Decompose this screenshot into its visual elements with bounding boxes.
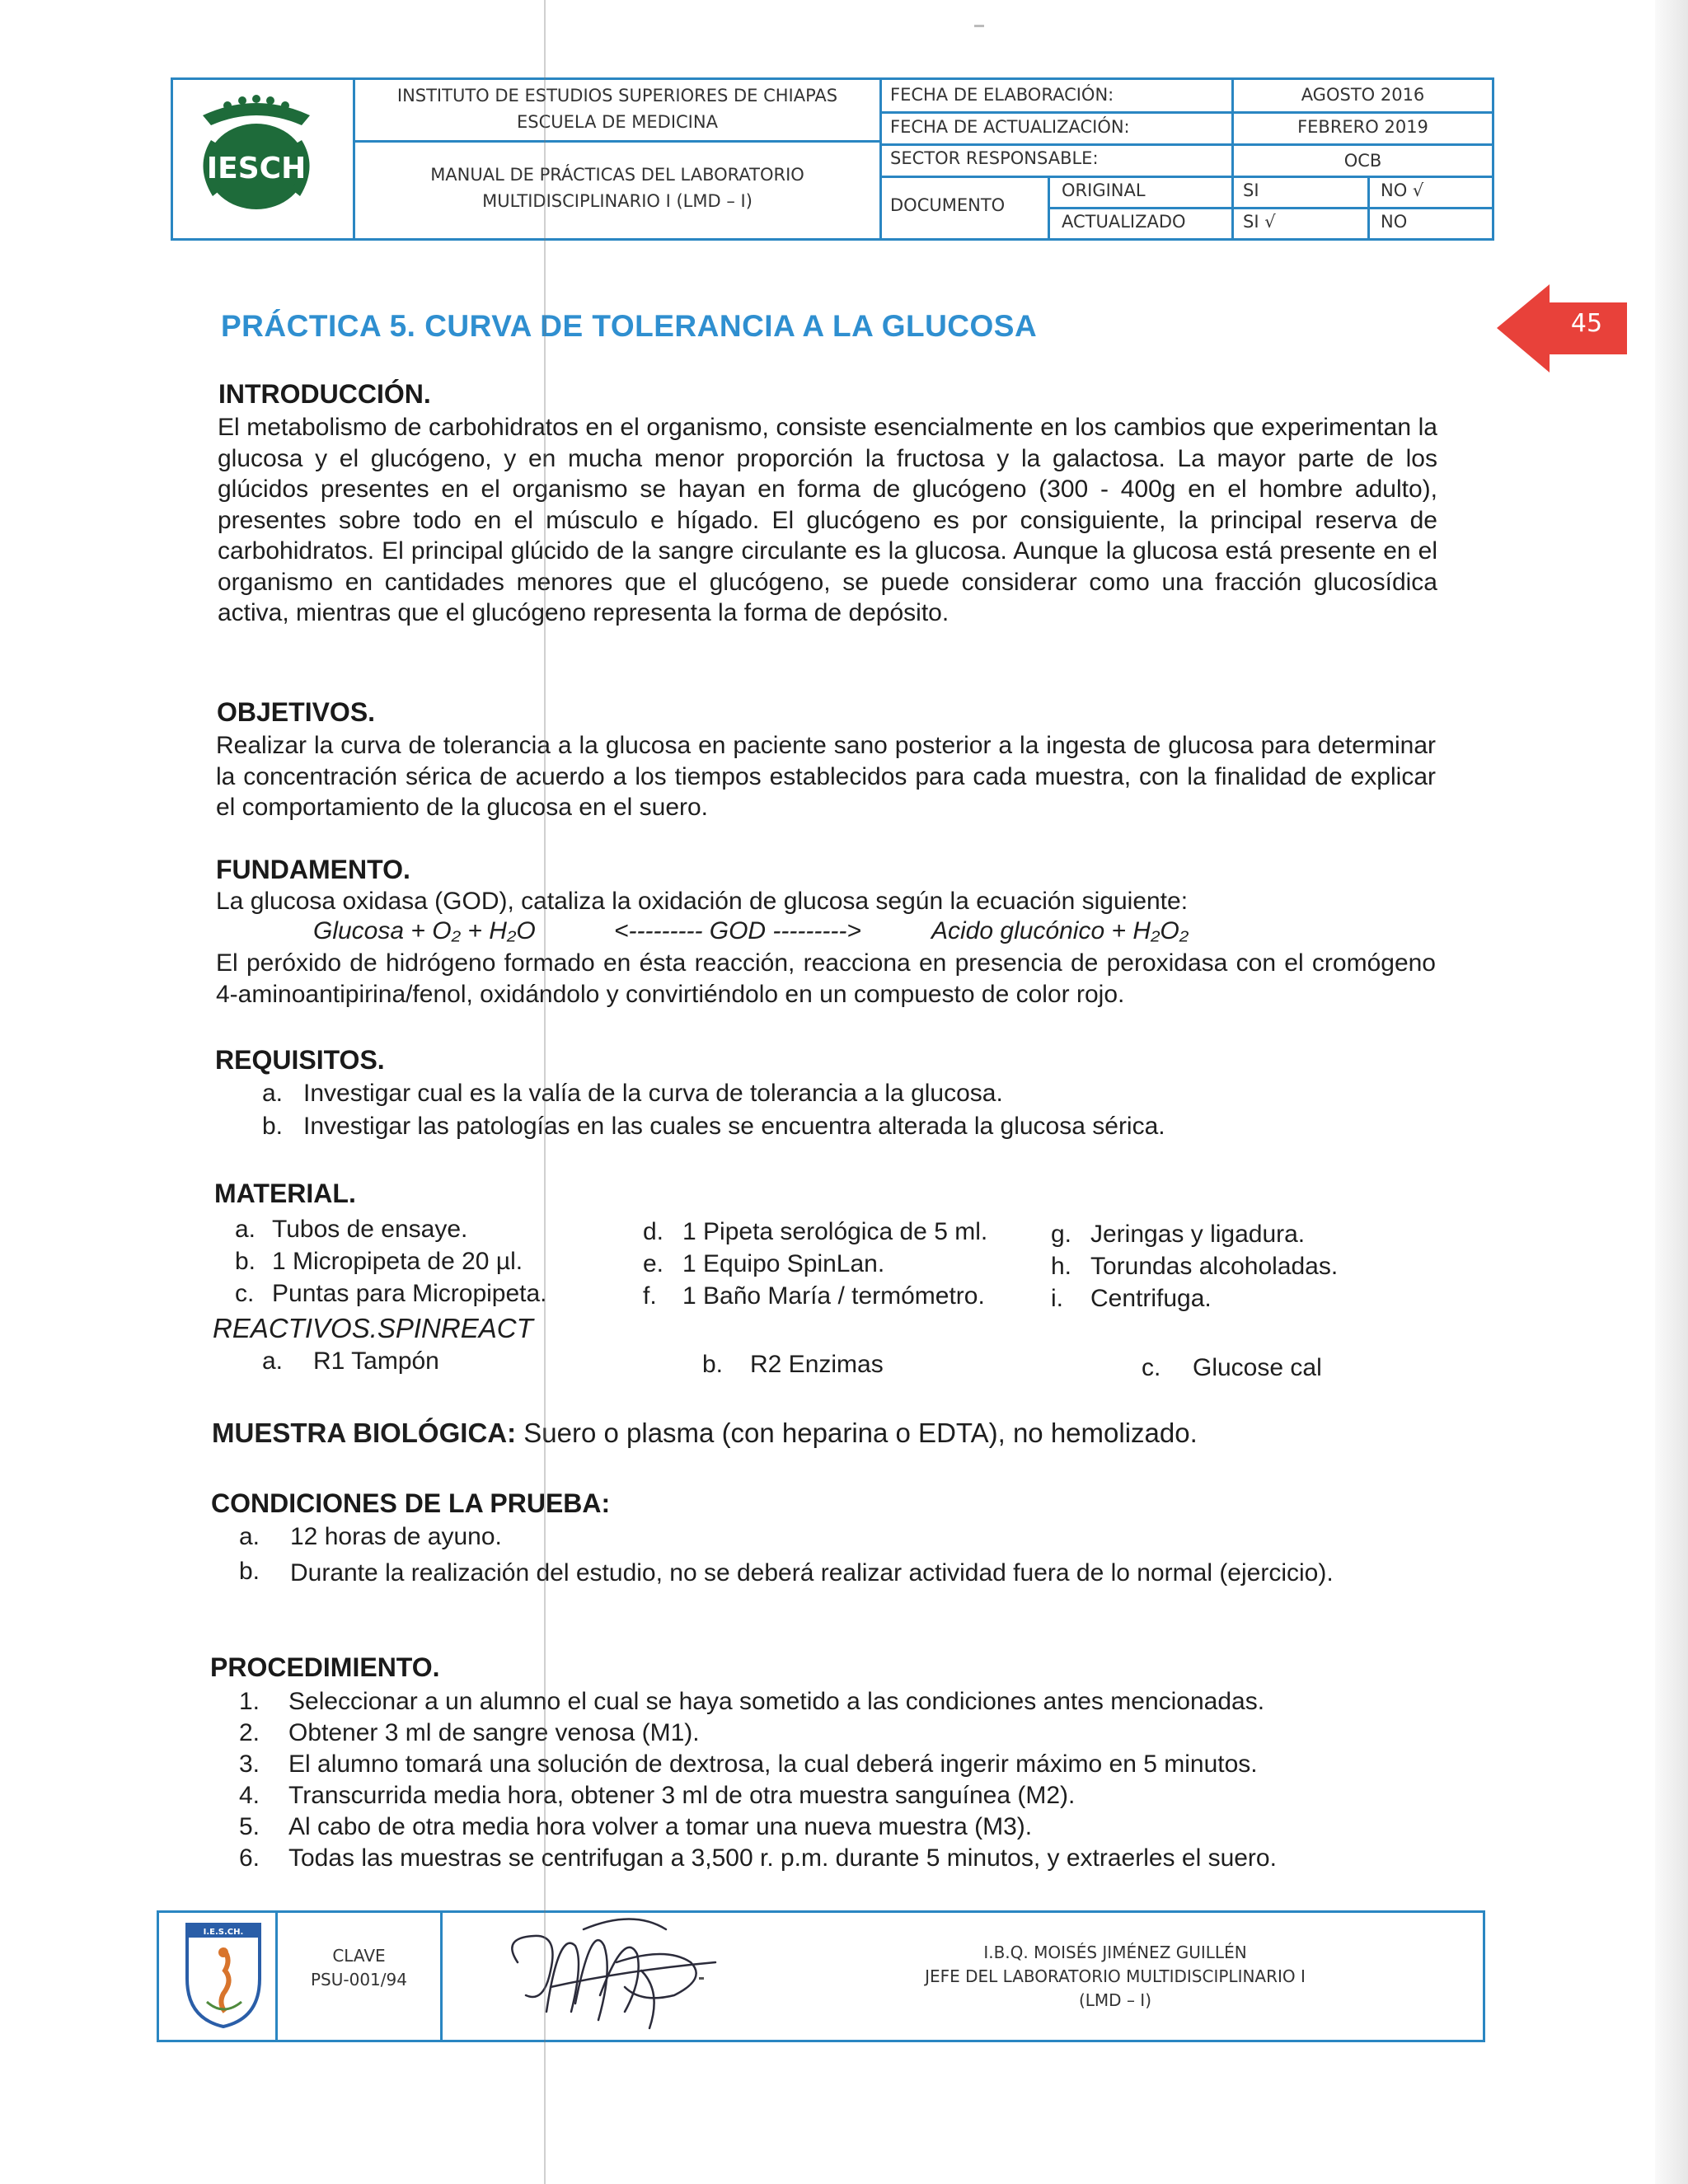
divider <box>879 80 882 238</box>
clave-value: PSU-001/94 <box>311 1970 407 1990</box>
list-item <box>702 1351 884 1379</box>
divider <box>440 1913 443 2040</box>
list-text: Seleccionar a un alumno el cual se haya sometido a las condiciones antes mencionadas. <box>288 1688 1265 1715</box>
list-text: El alumno tomará una solución de dextrosa, la cual deberá ingerir máximo en 5 minutos. <box>288 1750 1258 1778</box>
list-item <box>239 1750 1258 1779</box>
page-number: 45 <box>1570 309 1603 338</box>
list-item <box>643 1250 884 1278</box>
manual-title-line2: MULTIDISCIPLINARIO I (LMD – I) <box>482 190 753 211</box>
intro-heading: INTRODUCCIÓN. <box>218 379 431 409</box>
intro-paragraph: El metabolismo de carbohidratos en el organismo, consiste esencialmente en los cambios que experimentan la glucosa y el glucógeno, y en mucha menor proporción la fructosa y la galactosa. La mayor parte de los glúcidos presentes en el organismo se hayan en forma de glucógeno (300 - 400g en el hombre adulto), presentes sobre todo en el músculo e hígado. El glucógeno es por consiguiente, la principal reserva de carbohidratos. El principal glúcido de la sangre circulante es la glucosa. Aunque la glucosa está presente en el organismo en cantidades menores que el glucógeno, se puede considerar como una fracción glucosídica activa, mientras que el glucógeno representa la forma de depósito. <box>218 414 1437 626</box>
equation-right: Acido glucónico + H₂O₂ <box>931 917 1189 944</box>
list-text: Puntas para Micropipeta. <box>272 1280 547 1307</box>
list-text: Investigar cual es la valía de la curva de tolerancia a la glucosa. <box>303 1080 1003 1107</box>
list-label: a. <box>262 1347 284 1375</box>
fundamento-line: La glucosa oxidasa (GOD), cataliza la oxidación de glucosa según la ecuación siguiente: <box>216 888 1189 915</box>
list-item <box>1051 1253 1338 1281</box>
procedimiento-heading: PROCEDIMIENTO. <box>210 1652 440 1682</box>
iesch-seal <box>182 1921 265 2030</box>
divider <box>879 111 1492 114</box>
list-item <box>235 1248 523 1276</box>
list-label: b. <box>702 1351 724 1378</box>
stray-mark <box>699 1977 704 1980</box>
list-text: Tubos de ensaye. <box>272 1216 468 1243</box>
document-header-table <box>171 77 1494 241</box>
list-text: Obtener 3 ml de sangre venosa (M1). <box>288 1719 700 1746</box>
institute-block <box>355 83 879 135</box>
list-item <box>1051 1221 1305 1249</box>
list-item <box>262 1113 1165 1141</box>
divider <box>1048 207 1492 209</box>
list-item <box>235 1280 547 1308</box>
sector-value: OCB <box>1343 151 1382 171</box>
list-label: d. <box>643 1218 664 1245</box>
divider <box>879 143 1492 146</box>
signatory-role-code: (LMD – I) <box>1078 1990 1152 2010</box>
divider <box>879 176 1492 178</box>
list-label: 6. <box>239 1844 260 1872</box>
list-label: b. <box>235 1248 256 1275</box>
list-text: Jeringas y ligadura. <box>1090 1221 1306 1248</box>
requisitos-heading: REQUISITOS. <box>215 1045 385 1075</box>
list-label: a. <box>262 1080 284 1107</box>
document-footer <box>157 1910 1485 2042</box>
list-item <box>239 1813 1032 1841</box>
list-text: Investigar las patologías en las cuales se encuentra alterada la glucosa sérica. <box>303 1113 1165 1140</box>
list-item <box>262 1080 1003 1108</box>
list-item <box>643 1218 987 1246</box>
list-label: 3. <box>239 1750 260 1778</box>
page-edge-shadow <box>1655 0 1688 2184</box>
list-label: g. <box>1051 1221 1072 1248</box>
clave-block <box>278 1944 440 1992</box>
list-item <box>643 1282 985 1310</box>
documento-label: DOCUMENTO <box>890 195 1006 215</box>
list-text: 1 Baño María / termómetro. <box>682 1282 985 1310</box>
original-label: ORIGINAL <box>1062 180 1146 200</box>
fundamento-paragraph: El peróxido de hidrógeno formado en ésta reacción, reacciona en presencia de peroxidasa con el cromógeno 4-aminoantipirina/fenol, oxidándolo y convirtiéndolo en un compuesto de color rojo. <box>216 949 1436 1008</box>
scan-fold-line <box>544 0 546 2184</box>
list-label: f. <box>643 1282 657 1310</box>
sector-label: SECTOR RESPONSABLE: <box>890 148 1099 168</box>
material-heading: MATERIAL. <box>214 1179 356 1208</box>
list-label: i. <box>1051 1285 1063 1312</box>
institute-name: INSTITUTO DE ESTUDIOS SUPERIORES DE CHIAPAS <box>396 86 838 105</box>
muestra-line <box>212 1418 1198 1449</box>
signatory-name: I.B.Q. MOISÉS JIMÉNEZ GUILLÉN <box>983 1943 1247 1962</box>
divider <box>353 140 879 143</box>
actualizado-no: NO <box>1381 212 1408 232</box>
list-label: e. <box>643 1250 664 1277</box>
list-item <box>239 1844 1277 1872</box>
list-text: Centrifuga. <box>1090 1285 1212 1312</box>
seal-text: I.E.S.CH. <box>203 1928 244 1937</box>
list-item <box>239 1688 1264 1716</box>
list-label: h. <box>1051 1253 1072 1280</box>
fundamento-heading: FUNDAMENTO. <box>216 855 410 884</box>
list-text: Torundas alcoholadas. <box>1090 1253 1339 1280</box>
actualizado-si: SI √ <box>1243 212 1276 232</box>
signatory-block <box>777 1941 1453 2013</box>
list-text: R2 Enzimas <box>750 1351 884 1378</box>
condiciones-heading: CONDICIONES DE LA PRUEBA: <box>211 1488 611 1518</box>
scan-mark <box>974 25 984 27</box>
objetivos-heading: OBJETIVOS. <box>217 697 376 727</box>
logo-text: IESCH <box>206 152 307 185</box>
fecha-elaboracion-label: FECHA DE ELABORACIÓN: <box>890 85 1114 105</box>
list-text: 1 Micropipeta de 20 µl. <box>272 1248 523 1275</box>
list-text: 12 horas de ayuno. <box>290 1523 502 1550</box>
list-item <box>239 1523 502 1551</box>
equation-arrow: <--------- GOD ---------> <box>614 917 861 944</box>
list-label: 2. <box>239 1719 260 1746</box>
muestra-text: Suero o plasma (con heparina o EDTA), no hemolizado. <box>523 1418 1198 1448</box>
list-label: a. <box>235 1216 256 1243</box>
muestra-heading: MUESTRA BIOLÓGICA: <box>212 1418 517 1448</box>
list-label: 5. <box>239 1813 260 1840</box>
list-label: b. <box>262 1113 284 1140</box>
list-item <box>239 1719 700 1747</box>
handwritten-signature <box>501 1913 748 2045</box>
list-text: Transcurrida media hora, obtener 3 ml de otra muestra sanguínea (M2). <box>288 1782 1076 1809</box>
list-label: c. <box>235 1280 255 1307</box>
list-text: Todas las muestras se centrifugan a 3,500 r. p.m. durante 5 minutos, y extraerles el suero. <box>288 1844 1277 1872</box>
list-label: c. <box>1142 1354 1161 1381</box>
school-name: ESCUELA DE MEDICINA <box>517 111 718 132</box>
list-label: a. <box>239 1523 260 1550</box>
list-text: Durante la realización del estudio, no se deberá realizar actividad fuera de lo normal (ejercicio). <box>290 1559 1334 1586</box>
list-text: 1 Pipeta serológica de 5 ml. <box>682 1218 988 1245</box>
list-text: 1 Equipo SpinLan. <box>682 1250 885 1277</box>
fecha-elaboracion-value: AGOSTO 2016 <box>1301 85 1425 105</box>
fecha-actualizacion-value: FEBRERO 2019 <box>1297 117 1428 137</box>
signatory-role: JEFE DEL LABORATORIO MULTIDISCIPLINARIO I <box>925 1966 1306 1986</box>
reactivos-heading: REACTIVOS.SPINREACT <box>213 1313 533 1343</box>
iesch-logo <box>195 91 318 223</box>
list-label: 4. <box>239 1782 260 1809</box>
manual-title-line1: MANUAL DE PRÁCTICAS DEL LABORATORIO <box>430 165 804 185</box>
fecha-actualizacion-label: FECHA DE ACTUALIZACIÓN: <box>890 117 1130 137</box>
list-text: R1 Tampón <box>313 1347 439 1375</box>
original-no: NO √ <box>1381 180 1424 200</box>
list-item <box>1051 1285 1212 1313</box>
manual-block <box>355 162 879 214</box>
practice-title: PRÁCTICA 5. CURVA DE TOLERANCIA A LA GLUCOSA <box>221 309 1038 343</box>
clave-label: CLAVE <box>332 1946 386 1966</box>
list-label: b. <box>239 1558 260 1585</box>
list-label: 1. <box>239 1688 260 1715</box>
actualizado-label: ACTUALIZADO <box>1062 212 1186 232</box>
list-item <box>262 1347 439 1376</box>
list-item <box>235 1216 467 1244</box>
list-item <box>1142 1354 1322 1382</box>
list-text: Glucose cal <box>1193 1354 1322 1381</box>
original-si: SI <box>1243 180 1259 200</box>
equation-left: Glucosa + O₂ + H₂O <box>313 917 536 944</box>
list-text: Al cabo de otra media hora volver a tomar una nueva muestra (M3). <box>288 1813 1033 1840</box>
list-item <box>239 1782 1075 1810</box>
objetivos-paragraph: Realizar la curva de tolerancia a la glucosa en paciente sano posterior a la ingesta de glucosa para determinar la concentración sérica de acuerdo a los tiempos establecidos para cada muestra, con la finalidad de explicar el comportamiento de la glucosa en el suero. <box>216 732 1436 821</box>
